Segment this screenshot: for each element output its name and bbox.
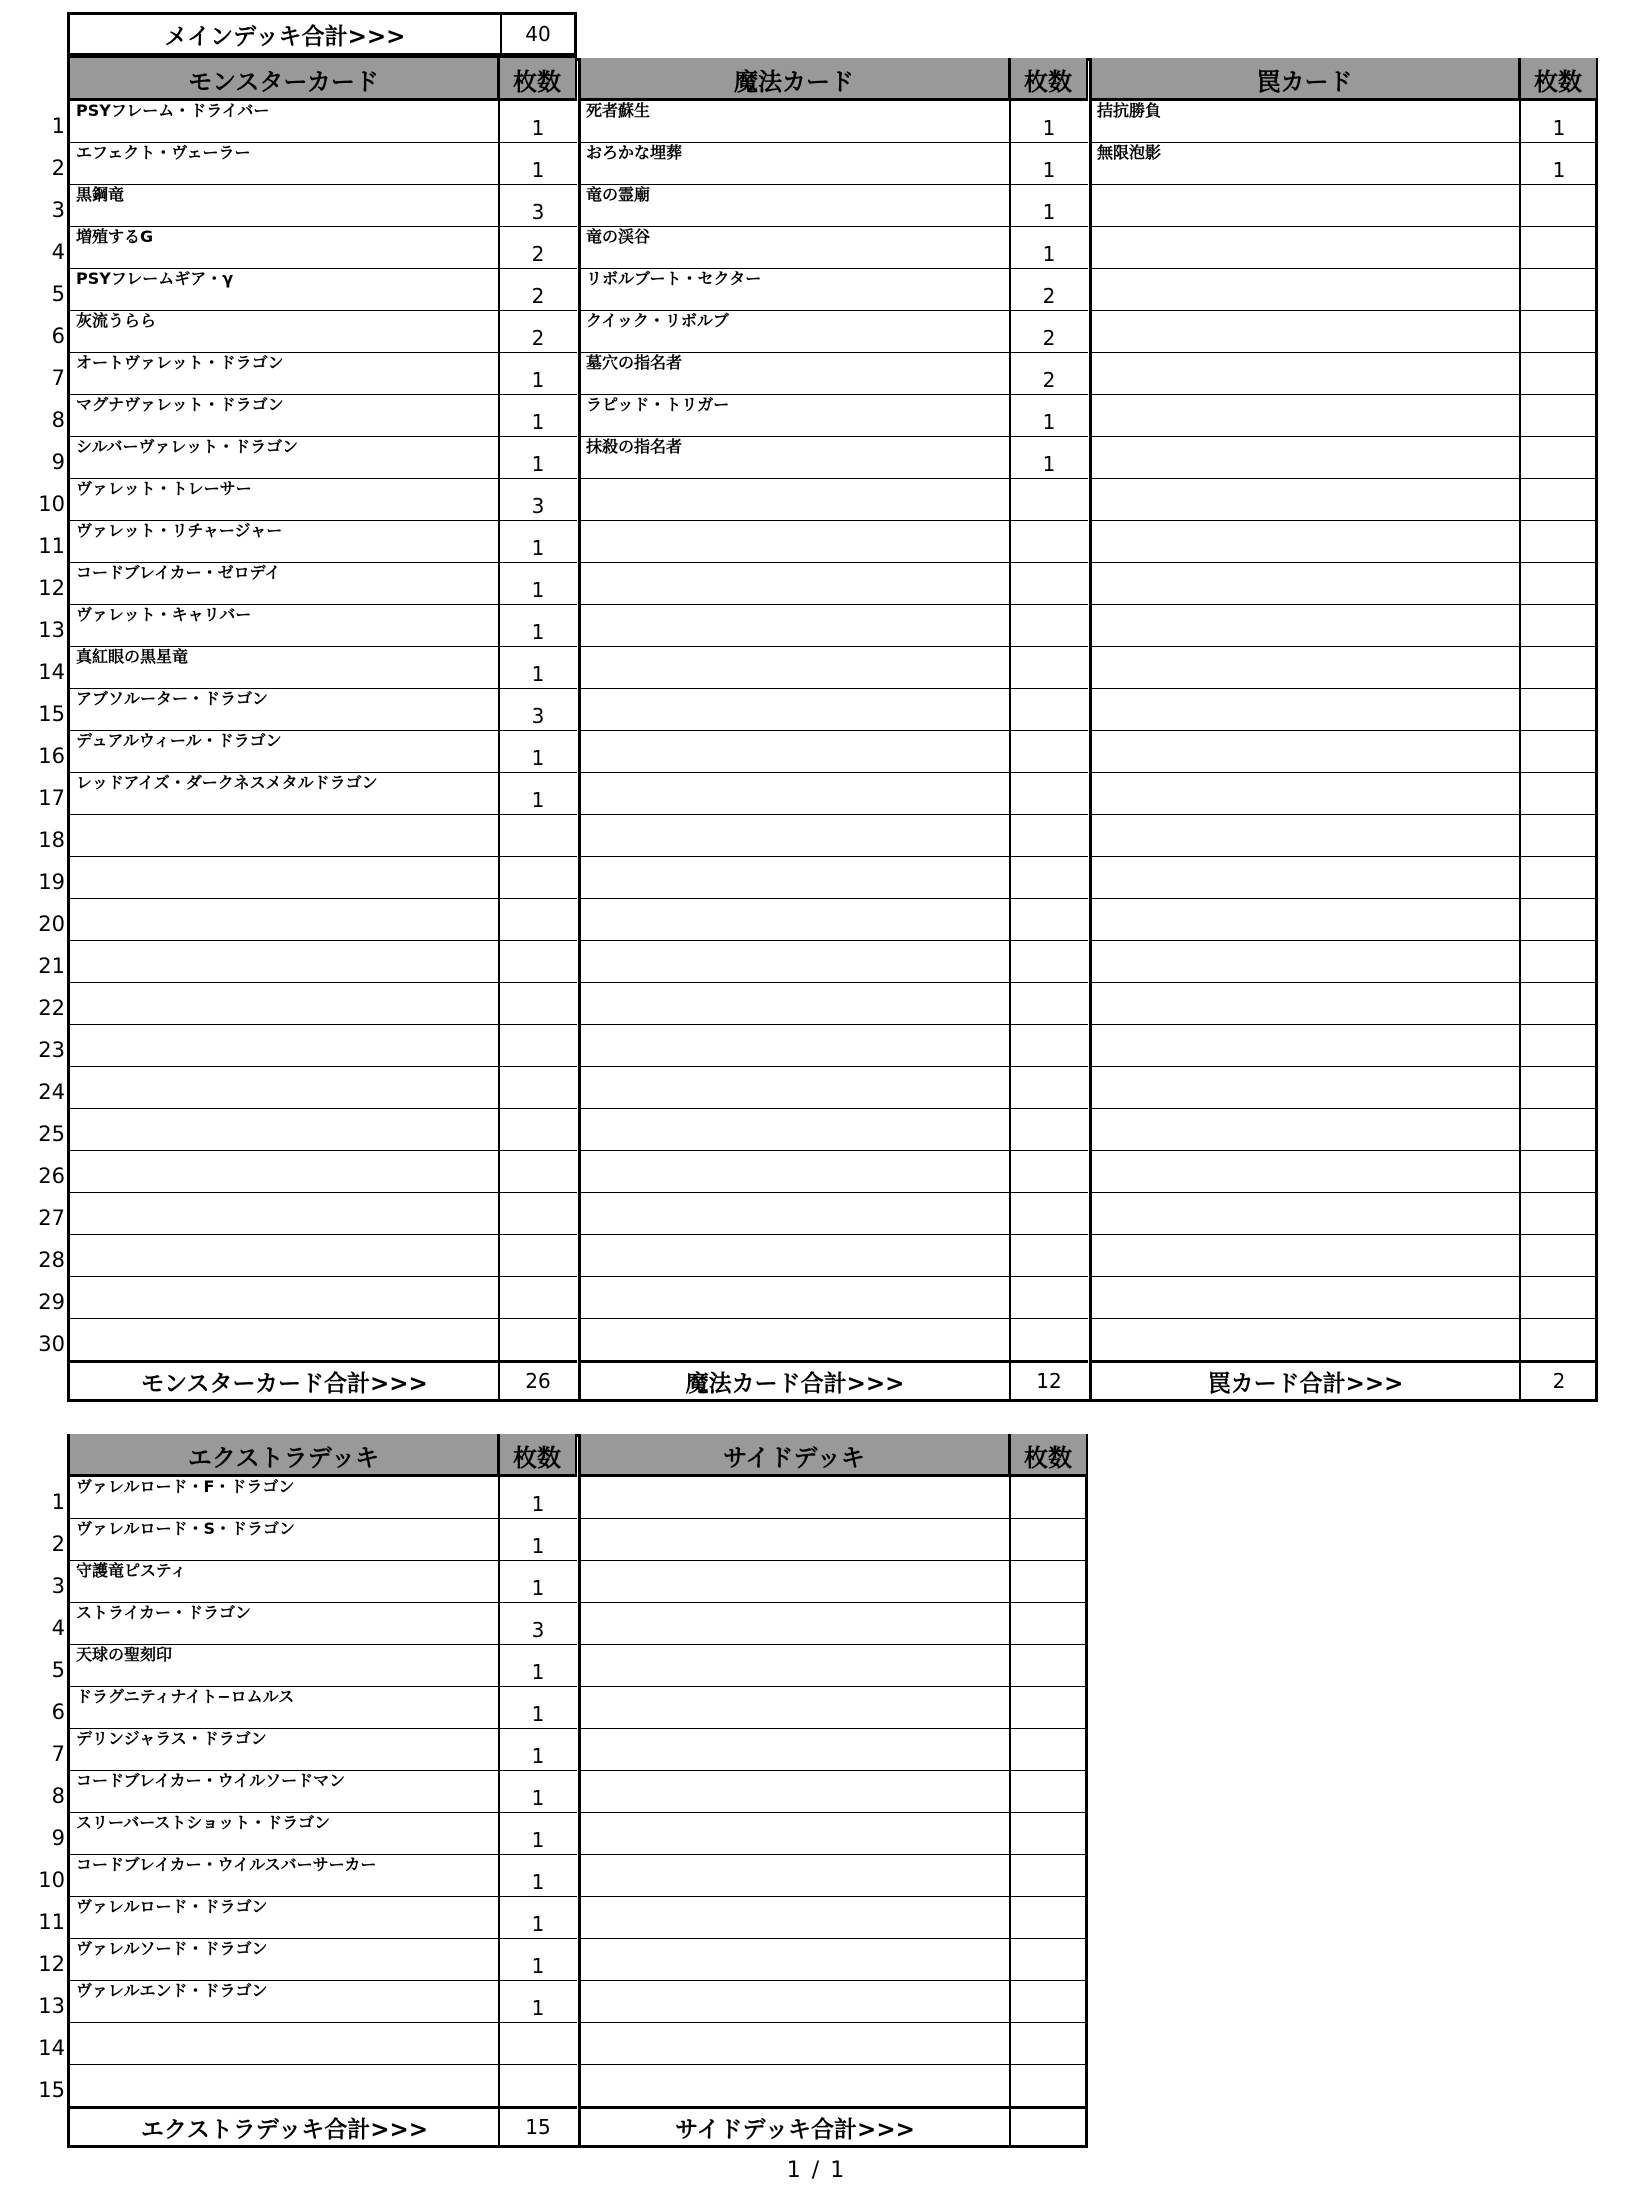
row-rule — [70, 1318, 577, 1319]
row-rule — [1091, 604, 1598, 605]
row-number: 21 — [38, 954, 65, 978]
row-rule — [1091, 226, 1598, 227]
card-count: 1 — [531, 410, 545, 434]
card-name: マグナヴァレット・ドラゴン — [76, 395, 284, 414]
card-count: 1 — [531, 1534, 545, 1558]
trap-header: 罠カード — [1091, 58, 1520, 100]
monster-header: モンスターカード — [70, 58, 499, 100]
row-number: 2 — [51, 156, 65, 180]
row-rule — [580, 226, 1088, 227]
row-number: 14 — [38, 2036, 65, 2060]
row-rule — [1091, 1150, 1598, 1151]
row-rule — [1091, 772, 1598, 773]
row-rule — [70, 1150, 577, 1151]
row-rule — [70, 1066, 577, 1067]
trap-total-value: 2 — [1552, 1369, 1566, 1393]
card-count: 2 — [531, 242, 545, 266]
row-number: 7 — [51, 1742, 65, 1766]
row-rule — [1091, 1192, 1598, 1193]
row-number: 3 — [51, 198, 65, 222]
row-rule — [1091, 184, 1598, 185]
row-rule — [1091, 856, 1598, 857]
card-count: 2 — [1042, 284, 1056, 308]
row-rule — [580, 1896, 1088, 1897]
extra-total-label: エクストラデッキ合計>>> — [140, 2116, 429, 2143]
row-number: 11 — [38, 534, 65, 558]
row-number: 19 — [38, 870, 65, 894]
row-number: 27 — [38, 1206, 65, 1230]
row-rule — [580, 1318, 1088, 1319]
card-name: シルバーヴァレット・ドラゴン — [76, 437, 299, 456]
row-rule — [1091, 142, 1598, 143]
card-name: クイック・リボルブ — [586, 311, 729, 330]
row-rule — [580, 1728, 1088, 1729]
trap-total-label: 罠カード合計>>> — [1207, 1370, 1404, 1397]
side-total-value — [1010, 2106, 1088, 2148]
row-rule — [1091, 352, 1598, 353]
row-rule — [580, 520, 1088, 521]
row-rule — [1091, 688, 1598, 689]
row-rule — [580, 1150, 1088, 1151]
row-rule — [1091, 478, 1598, 479]
row-rule — [580, 1560, 1088, 1561]
card-count: 1 — [531, 1744, 545, 1768]
row-number: 4 — [51, 1616, 65, 1640]
row-number: 2 — [51, 1532, 65, 1556]
card-name: アブソルーター・ドラゴン — [76, 689, 269, 708]
extra-header: エクストラデッキ — [70, 1434, 499, 1476]
row-number: 5 — [51, 282, 65, 306]
row-rule — [580, 2022, 1088, 2023]
card-count: 1 — [1042, 242, 1056, 266]
row-number: 15 — [38, 702, 65, 726]
monster-total-label: モンスターカード合計>>> — [141, 1370, 428, 1397]
row-number: 8 — [51, 1784, 65, 1808]
card-name: ヴァレルロード・S・ドラゴン — [76, 1519, 295, 1538]
row-rule — [1091, 730, 1598, 731]
row-number: 4 — [51, 240, 65, 264]
main-deck-total-box — [67, 12, 577, 58]
row-number: 17 — [38, 786, 65, 810]
card-name: オートヴァレット・ドラゴン — [76, 353, 284, 372]
row-rule — [580, 856, 1088, 857]
card-name: コードブレイカー・ウイルソードマン — [76, 1771, 346, 1790]
row-number: 10 — [38, 492, 65, 516]
card-count: 1 — [531, 536, 545, 560]
row-rule — [580, 1192, 1088, 1193]
card-count: 1 — [531, 1660, 545, 1684]
row-number: 11 — [38, 1910, 65, 1934]
card-name: ヴァレルロード・F・ドラゴン — [76, 1477, 295, 1496]
row-number: 16 — [38, 744, 65, 768]
row-number: 25 — [38, 1122, 65, 1146]
row-number: 6 — [51, 1700, 65, 1724]
card-count: 2 — [1042, 368, 1056, 392]
card-count: 1 — [531, 620, 545, 644]
row-rule — [580, 814, 1088, 815]
card-count: 1 — [531, 788, 545, 812]
row-number: 1 — [51, 1490, 65, 1514]
card-name: ストライカー・ドラゴン — [76, 1603, 252, 1622]
card-name: ヴァレルソード・ドラゴン — [76, 1939, 268, 1958]
row-number: 23 — [38, 1038, 65, 1062]
spell-total-value: 12 — [1036, 1369, 1062, 1393]
row-rule — [580, 1938, 1088, 1939]
row-rule — [70, 1276, 577, 1277]
row-rule — [70, 184, 577, 185]
card-count: 1 — [531, 368, 545, 392]
side-total-label: サイドデッキ合計>>> — [675, 2116, 915, 2143]
card-name: ドラグニティナイト−ロムルス — [76, 1687, 295, 1706]
row-rule — [580, 1108, 1088, 1109]
card-name: ラピッド・トリガー — [586, 395, 730, 414]
row-rule — [580, 1602, 1088, 1603]
card-name: ヴァレルロード・ドラゴン — [76, 1897, 268, 1916]
row-number: 6 — [51, 324, 65, 348]
row-rule — [70, 856, 577, 857]
card-count: 1 — [531, 578, 545, 602]
row-rule — [580, 688, 1088, 689]
card-name: コードブレイカー・ゼロデイ — [76, 563, 281, 582]
card-name: デュアルウィール・ドラゴン — [76, 731, 282, 750]
row-rule — [580, 1066, 1088, 1067]
card-count: 1 — [531, 1492, 545, 1516]
row-rule — [1091, 982, 1598, 983]
row-number: 18 — [38, 828, 65, 852]
card-count: 3 — [531, 200, 545, 224]
card-name: 守護竜ピスティ — [76, 1561, 187, 1580]
trap-count-header: 枚数 — [1520, 58, 1598, 100]
row-rule — [1091, 1276, 1598, 1277]
row-rule — [70, 1234, 577, 1235]
page-indicator: 1 / 1 — [786, 2158, 847, 2183]
row-rule — [70, 940, 577, 941]
section-divider — [578, 1434, 581, 2148]
row-number: 14 — [38, 660, 65, 684]
row-number: 13 — [38, 618, 65, 642]
row-rule — [580, 940, 1088, 941]
row-rule — [580, 1686, 1088, 1687]
extra-total-value: 15 — [525, 2115, 551, 2139]
row-rule — [580, 1770, 1088, 1771]
card-name: PSYフレームギア・γ — [76, 269, 234, 288]
card-count: 1 — [531, 746, 545, 770]
card-count: 1 — [1042, 410, 1056, 434]
card-name: ヴァレット・キャリバー — [76, 605, 252, 624]
row-number: 12 — [38, 1952, 65, 1976]
card-name: 墓穴の指名者 — [586, 353, 683, 372]
row-rule — [580, 1276, 1088, 1277]
card-count: 3 — [531, 494, 545, 518]
row-rule — [580, 898, 1088, 899]
card-count: 1 — [531, 1576, 545, 1600]
card-name: スリーバーストショット・ドラゴン — [76, 1813, 331, 1832]
row-number: 22 — [38, 996, 65, 1020]
extra-count-header: 枚数 — [499, 1434, 577, 1476]
spell-count-header: 枚数 — [1010, 58, 1088, 100]
row-rule — [580, 1518, 1088, 1519]
row-number: 5 — [51, 1658, 65, 1682]
row-number: 9 — [51, 450, 65, 474]
spell-header: 魔法カード — [580, 58, 1010, 100]
row-rule — [1091, 1234, 1598, 1235]
row-rule — [580, 2064, 1088, 2065]
column-divider — [1009, 1434, 1011, 2148]
row-rule — [70, 1024, 577, 1025]
row-number: 9 — [51, 1826, 65, 1850]
row-number: 8 — [51, 408, 65, 432]
row-rule — [1091, 814, 1598, 815]
card-count: 2 — [531, 326, 545, 350]
card-count: 1 — [1552, 116, 1566, 140]
card-name: 無限泡影 — [1097, 143, 1162, 162]
row-number: 1 — [51, 114, 65, 138]
row-rule — [70, 2022, 577, 2023]
row-rule — [1091, 898, 1598, 899]
card-name: 抹殺の指名者 — [586, 437, 683, 456]
card-count: 1 — [531, 1996, 545, 2020]
row-rule — [1091, 1318, 1598, 1319]
card-name: ヴァレルエンド・ドラゴン — [76, 1981, 268, 2000]
row-number: 24 — [38, 1080, 65, 1104]
row-number: 15 — [38, 2078, 65, 2102]
card-count: 1 — [531, 1828, 545, 1852]
card-name: 黒鋼竜 — [76, 185, 125, 204]
row-rule — [1091, 268, 1598, 269]
card-name: ヴァレット・リチャージャー — [76, 521, 283, 540]
card-name: ヴァレット・トレーサー — [76, 479, 252, 498]
row-rule — [580, 730, 1088, 731]
card-count: 1 — [1042, 452, 1056, 476]
card-name: 増殖するG — [76, 227, 154, 246]
row-rule — [580, 562, 1088, 563]
side-count-header: 枚数 — [1010, 1434, 1088, 1476]
monster-count-header: 枚数 — [499, 58, 577, 100]
row-rule — [70, 1192, 577, 1193]
card-count: 1 — [531, 1954, 545, 1978]
card-count: 1 — [531, 1912, 545, 1936]
card-count: 1 — [531, 1870, 545, 1894]
row-number: 28 — [38, 1248, 65, 1272]
row-rule — [580, 184, 1088, 185]
card-count: 2 — [531, 284, 545, 308]
row-number: 10 — [38, 1868, 65, 1892]
monster-total-value: 26 — [525, 1369, 551, 1393]
row-rule — [580, 604, 1088, 605]
row-rule — [70, 2064, 577, 2065]
row-number: 30 — [38, 1332, 65, 1356]
row-rule — [580, 1644, 1088, 1645]
row-rule — [580, 1980, 1088, 1981]
card-count: 1 — [1042, 158, 1056, 182]
main-deck-total-label: メインデッキ合計>>> — [164, 23, 406, 50]
header-rule — [580, 98, 1088, 101]
row-rule — [1091, 562, 1598, 563]
card-count: 1 — [531, 452, 545, 476]
card-name: 竜の渓谷 — [586, 227, 651, 246]
card-count: 1 — [531, 158, 545, 182]
row-number: 7 — [51, 366, 65, 390]
row-rule — [1091, 1066, 1598, 1067]
row-rule — [1091, 940, 1598, 941]
card-count: 1 — [531, 1786, 545, 1810]
side-header: サイドデッキ — [580, 1434, 1010, 1476]
row-rule — [580, 478, 1088, 479]
card-name: 天球の聖刻印 — [76, 1645, 173, 1664]
card-name: 真紅眼の黒星竜 — [76, 647, 189, 666]
row-number: 12 — [38, 576, 65, 600]
row-rule — [580, 1234, 1088, 1235]
card-count: 1 — [531, 662, 545, 686]
row-rule — [580, 1854, 1088, 1855]
row-rule — [70, 898, 577, 899]
row-rule — [580, 772, 1088, 773]
row-rule — [70, 814, 577, 815]
row-rule — [1091, 310, 1598, 311]
card-count: 3 — [531, 704, 545, 728]
card-name: レッドアイズ・ダークネスメタルドラゴン — [76, 773, 378, 792]
card-count: 1 — [531, 116, 545, 140]
card-name: PSYフレーム・ドライバー — [76, 101, 270, 120]
card-count: 1 — [1042, 116, 1056, 140]
row-rule — [1091, 1024, 1598, 1025]
row-rule — [1091, 1108, 1598, 1109]
row-rule — [70, 1108, 577, 1109]
card-name: デリンジャラス・ドラゴン — [76, 1729, 267, 1748]
row-number: 29 — [38, 1290, 65, 1314]
header-rule — [1091, 98, 1598, 101]
spell-total-label: 魔法カード合計>>> — [685, 1370, 905, 1397]
row-number: 3 — [51, 1574, 65, 1598]
row-rule — [580, 1812, 1088, 1813]
row-rule — [1091, 646, 1598, 647]
card-count: 2 — [1042, 326, 1056, 350]
row-rule — [1091, 394, 1598, 395]
row-rule — [1091, 436, 1598, 437]
card-count: 1 — [1552, 158, 1566, 182]
card-name: コードブレイカー・ウイルスバーサーカー — [76, 1855, 377, 1874]
card-name: リボルブート・セクター — [586, 269, 762, 288]
row-number: 20 — [38, 912, 65, 936]
row-rule — [580, 982, 1088, 983]
main-deck-total-value: 40 — [525, 22, 551, 46]
card-name: 死者蘇生 — [586, 101, 651, 120]
header-rule — [580, 1474, 1088, 1477]
card-name: 灰流うらら — [76, 311, 157, 330]
row-number: 26 — [38, 1164, 65, 1188]
row-rule — [1091, 520, 1598, 521]
card-count: 1 — [1042, 200, 1056, 224]
card-count: 3 — [531, 1618, 545, 1642]
card-count: 1 — [531, 1702, 545, 1726]
card-name: 竜の霊廟 — [586, 185, 651, 204]
row-rule — [580, 1024, 1088, 1025]
row-rule — [70, 982, 577, 983]
row-number: 13 — [38, 1994, 65, 2018]
card-name: おろかな埋葬 — [586, 143, 683, 162]
card-name: エフェクト・ヴェーラー — [76, 143, 251, 162]
row-rule — [580, 646, 1088, 647]
card-name: 拮抗勝負 — [1097, 101, 1162, 120]
